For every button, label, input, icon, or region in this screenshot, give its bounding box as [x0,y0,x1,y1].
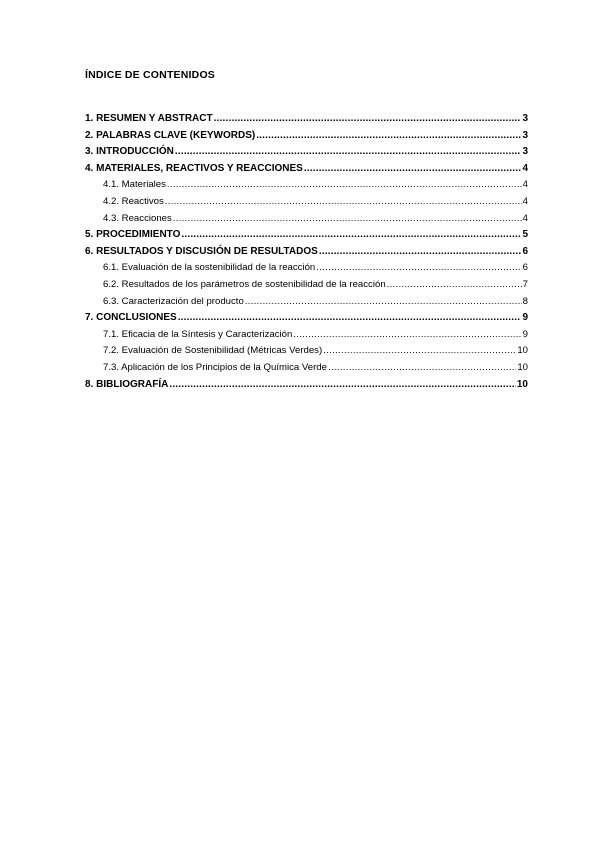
toc-subentry[interactable] [85,360,528,377]
table-of-contents [85,111,528,393]
toc-page-number: 6 [522,245,528,257]
toc-entry-label: 4.3. Reacciones [103,212,172,224]
toc-dot-leader [173,211,522,228]
toc-dot-leader [316,260,521,277]
toc-dot-leader [181,227,521,244]
toc-entry-label: 6.1. Evaluación de la sostenibilidad de la reacción [103,262,316,274]
toc-entry-label: 6.3. Caracterización del producto [103,295,244,307]
toc-dot-leader [256,128,521,145]
toc-entry[interactable] [85,161,528,178]
toc-page-number: 9 [522,328,528,340]
toc-dot-leader [178,310,522,327]
toc-entry-label: 7.1. Eficacia de la Síntesis y Caracterización [103,328,293,340]
toc-entry-label: 7.2. Evaluación de Sostenibilidad (Métricas Verdes) [103,345,323,357]
toc-dot-leader [175,144,522,161]
toc-page-number: 6 [522,262,528,274]
toc-dot-leader [319,244,522,261]
toc-page-number: 3 [522,113,528,124]
toc-dot-leader [214,111,522,128]
toc-page-number: 7 [522,278,528,290]
toc-entry[interactable] [85,377,528,394]
toc-page-number: 4 [522,212,528,224]
toc-subentry[interactable] [85,194,528,211]
toc-entry-label: 5. PROCEDIMIENTO [85,229,181,241]
toc-entry-label: 6.2. Resultados de los parámetros de sostenibilidad de la reacción [103,278,386,290]
toc-page-number: 4 [522,179,528,191]
toc-subentry[interactable] [85,211,528,228]
toc-entry-label: 1. RESUMEN Y ABSTRACT [85,113,213,124]
toc-dot-leader [387,277,522,294]
toc-page-number: 10 [517,345,528,357]
toc-subentry[interactable] [85,277,528,294]
toc-entry-label: 4. MATERIALES, REACTIVOS Y REACCIONES [85,162,303,174]
toc-page-number: 9 [522,312,528,324]
toc-entry-label: 2. PALABRAS CLAVE (KEYWORDS) [85,129,256,141]
toc-entry[interactable] [85,111,528,128]
toc-page-number: 3 [522,146,528,158]
toc-entry[interactable] [85,310,528,327]
toc-dot-leader [304,161,522,178]
toc-subentry[interactable] [85,177,528,194]
toc-subentry[interactable] [85,327,528,344]
toc-dot-leader [245,294,522,311]
toc-subentry[interactable] [85,343,528,360]
toc-entry-label: 7. CONCLUSIONES [85,312,177,324]
toc-dot-leader [328,360,516,377]
toc-page-number: 3 [522,129,528,141]
toc-subentry[interactable] [85,260,528,277]
toc-dot-leader [293,327,521,344]
toc-page-number: 4 [522,195,528,207]
toc-page-number: 4 [522,162,528,174]
toc-entry-label: 3. INTRODUCCIÓN [85,146,174,158]
toc-entry[interactable] [85,144,528,161]
toc-entry[interactable] [85,227,528,244]
toc-entry-label: 4.2. Reactivos [103,195,164,207]
toc-page-number: 10 [516,378,528,390]
toc-entry[interactable] [85,244,528,261]
toc-subentry[interactable] [85,294,528,311]
toc-page-number: 10 [517,361,528,373]
toc-entry-label: 6. RESULTADOS Y DISCUSIÓN DE RESULTADOS [85,245,318,257]
toc-title: ÍNDICE DE CONTENIDOS [85,69,216,81]
toc-page-number: 5 [522,229,528,241]
toc-dot-leader [169,377,516,394]
toc-dot-leader [165,194,522,211]
toc-dot-leader [323,343,516,360]
toc-entry-label: 7.3. Aplicación de los Principios de la Química Verde [103,361,327,373]
toc-page-number: 8 [522,295,528,307]
toc-dot-leader [167,177,522,194]
toc-entry-label: 8. BIBLIOGRAFÍA [85,378,169,390]
toc-entry[interactable] [85,128,528,145]
toc-entry-label: 4.1. Materiales [103,179,166,191]
